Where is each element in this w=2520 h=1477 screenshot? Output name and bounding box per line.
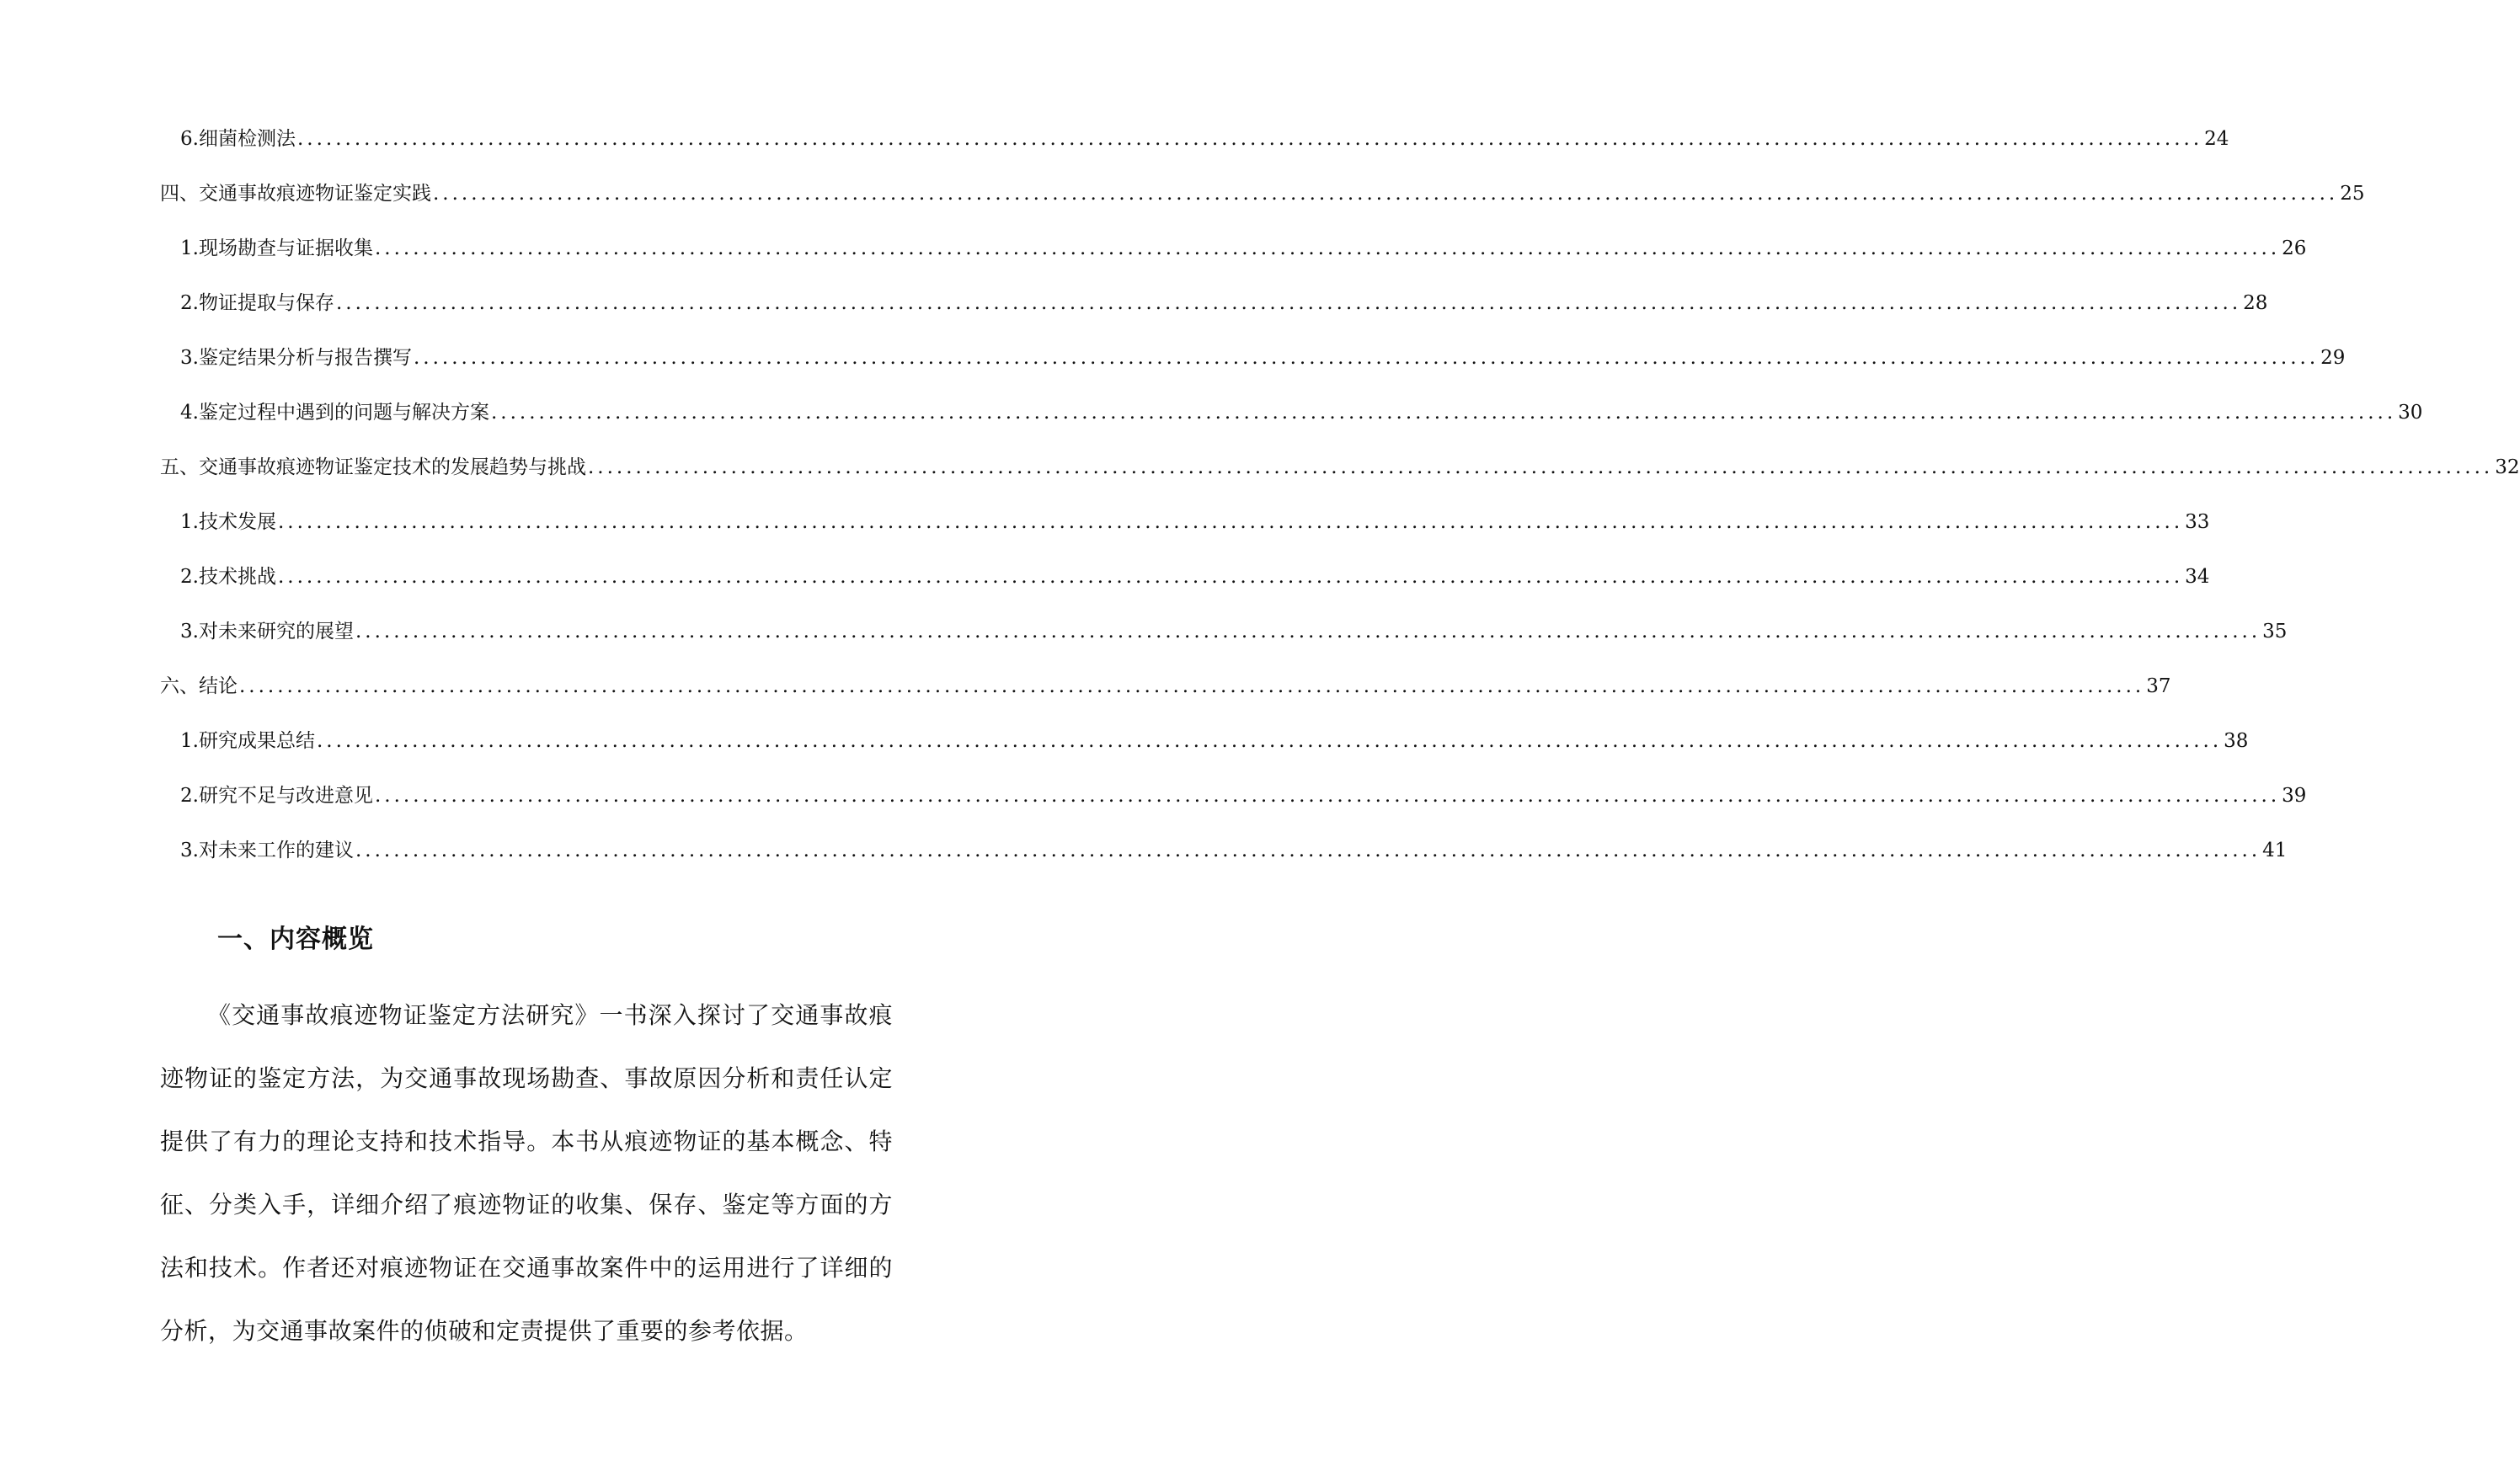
toc-leader-dots: ........................................................................................................................................................................................................ xyxy=(490,402,2397,424)
toc-entry[interactable] xyxy=(160,836,2288,891)
toc-entry-number: 6. xyxy=(180,128,199,150)
toc-leader-dots: ........................................................................................................................................................................................................ xyxy=(277,566,2184,588)
table-of-contents xyxy=(160,125,2520,891)
toc-entry-title: 研究成果总结 xyxy=(198,730,315,752)
toc-entry-title: 鉴定结果分析与报告撰写 xyxy=(198,347,412,369)
toc-entry[interactable] xyxy=(160,453,2520,508)
section-heading: 一、内容概览 xyxy=(217,925,374,954)
toc-entry-number: 3. xyxy=(180,347,199,369)
toc-entry-number: 1. xyxy=(180,237,199,259)
toc-entry-number: 1. xyxy=(180,730,199,752)
toc-entry-title: 对未来研究的展望 xyxy=(198,621,354,643)
toc-entry-page-number: 29 xyxy=(2320,347,2346,369)
toc-entry-page-number: 41 xyxy=(2262,840,2288,861)
toc-entry-title: 技术发展 xyxy=(198,511,276,533)
toc-entry[interactable] xyxy=(160,617,2288,672)
toc-entry-page-number: 26 xyxy=(2282,237,2307,259)
toc-leader-dots: ........................................................................................................................................................................................................ xyxy=(239,675,2145,697)
toc-entry-page-number: 34 xyxy=(2185,566,2210,588)
toc-leader-dots: ........................................................................................................................................................................................................ xyxy=(316,730,2223,752)
toc-entry-page-number: 24 xyxy=(2204,128,2229,150)
toc-entry[interactable] xyxy=(160,125,2229,179)
toc-entry[interactable] xyxy=(160,289,2268,344)
toc-entry-number: 2. xyxy=(180,566,199,588)
toc-entry[interactable] xyxy=(160,672,2171,727)
toc-entry-title: 六、结论 xyxy=(160,675,238,697)
toc-entry-page-number: 25 xyxy=(2340,183,2365,205)
toc-entry[interactable] xyxy=(160,344,2346,398)
toc-entry-title: 现场勘查与证据收集 xyxy=(198,237,373,259)
toc-entry-number: 3. xyxy=(180,621,199,643)
toc-leader-dots: ........................................................................................................................................................................................................ xyxy=(277,511,2184,533)
toc-entry[interactable] xyxy=(160,234,2307,289)
toc-entry[interactable] xyxy=(160,727,2249,781)
toc-leader-dots: ........................................................................................................................................................................................................ xyxy=(374,237,2281,259)
toc-entry-number: 4. xyxy=(180,402,199,424)
toc-entry-number: 1. xyxy=(180,511,199,533)
toc-entry-page-number: 28 xyxy=(2243,292,2268,314)
toc-entry[interactable] xyxy=(160,508,2210,563)
toc-leader-dots: ........................................................................................................................................................................................................ xyxy=(413,347,2320,369)
toc-entry[interactable] xyxy=(160,563,2210,617)
toc-entry[interactable] xyxy=(160,179,2365,234)
toc-entry-page-number: 32 xyxy=(2495,456,2520,478)
toc-entry-page-number: 33 xyxy=(2185,511,2210,533)
toc-entry-page-number: 39 xyxy=(2282,785,2307,807)
toc-entry-page-number: 35 xyxy=(2262,621,2288,643)
toc-entry-title: 鉴定过程中遇到的问题与解决方案 xyxy=(198,402,489,424)
toc-leader-dots: ........................................................................................................................................................................................................ xyxy=(296,128,2203,150)
toc-entry-title: 对未来工作的建议 xyxy=(198,840,354,861)
toc-leader-dots: ........................................................................................................................................................................................................ xyxy=(335,292,2242,314)
toc-entry[interactable] xyxy=(160,398,2423,453)
toc-entry[interactable] xyxy=(160,781,2307,836)
toc-leader-dots: ........................................................................................................................................................................................................ xyxy=(355,621,2261,643)
toc-leader-dots: ........................................................................................................................................................................................................ xyxy=(588,456,2494,478)
toc-entry-title: 四、交通事故痕迹物证鉴定实践 xyxy=(160,183,431,205)
toc-entry-number: 2. xyxy=(180,785,199,807)
toc-entry-title: 物证提取与保存 xyxy=(198,292,334,314)
toc-leader-dots: ........................................................................................................................................................................................................ xyxy=(355,840,2261,861)
toc-entry-page-number: 30 xyxy=(2398,402,2423,424)
toc-entry-number: 2. xyxy=(180,292,199,314)
toc-entry-page-number: 38 xyxy=(2224,730,2249,752)
toc-entry-title: 研究不足与改进意见 xyxy=(198,785,373,807)
toc-entry-title: 技术挑战 xyxy=(198,566,276,588)
toc-entry-title: 细菌检测法 xyxy=(198,128,296,150)
toc-leader-dots: ........................................................................................................................................................................................................ xyxy=(374,785,2281,807)
toc-entry-number: 3. xyxy=(180,840,199,861)
toc-entry-page-number: 37 xyxy=(2146,675,2171,697)
toc-leader-dots: ........................................................................................................................................................................................................ xyxy=(433,183,2339,205)
section-paragraph: 《交通事故痕迹物证鉴定方法研究》一书深入探讨了交通事故痕迹物证的鉴定方法，为交通事故现场勘查、事故原因分析和责任认定提供了有力的理论支持和技术指导。本书从痕迹物证的基本概念、特征、分类入手，详细介绍了痕迹物证的收集、保存、鉴定等方面的方法和技术。作者还对痕迹物证在交通事故案件中的运用进行了详细的分析，为交通事故案件的侦破和定责提供了重要的参考依据。 xyxy=(160,1001,893,1345)
toc-entry-title: 五、交通事故痕迹物证鉴定技术的发展趋势与挑战 xyxy=(160,456,586,478)
